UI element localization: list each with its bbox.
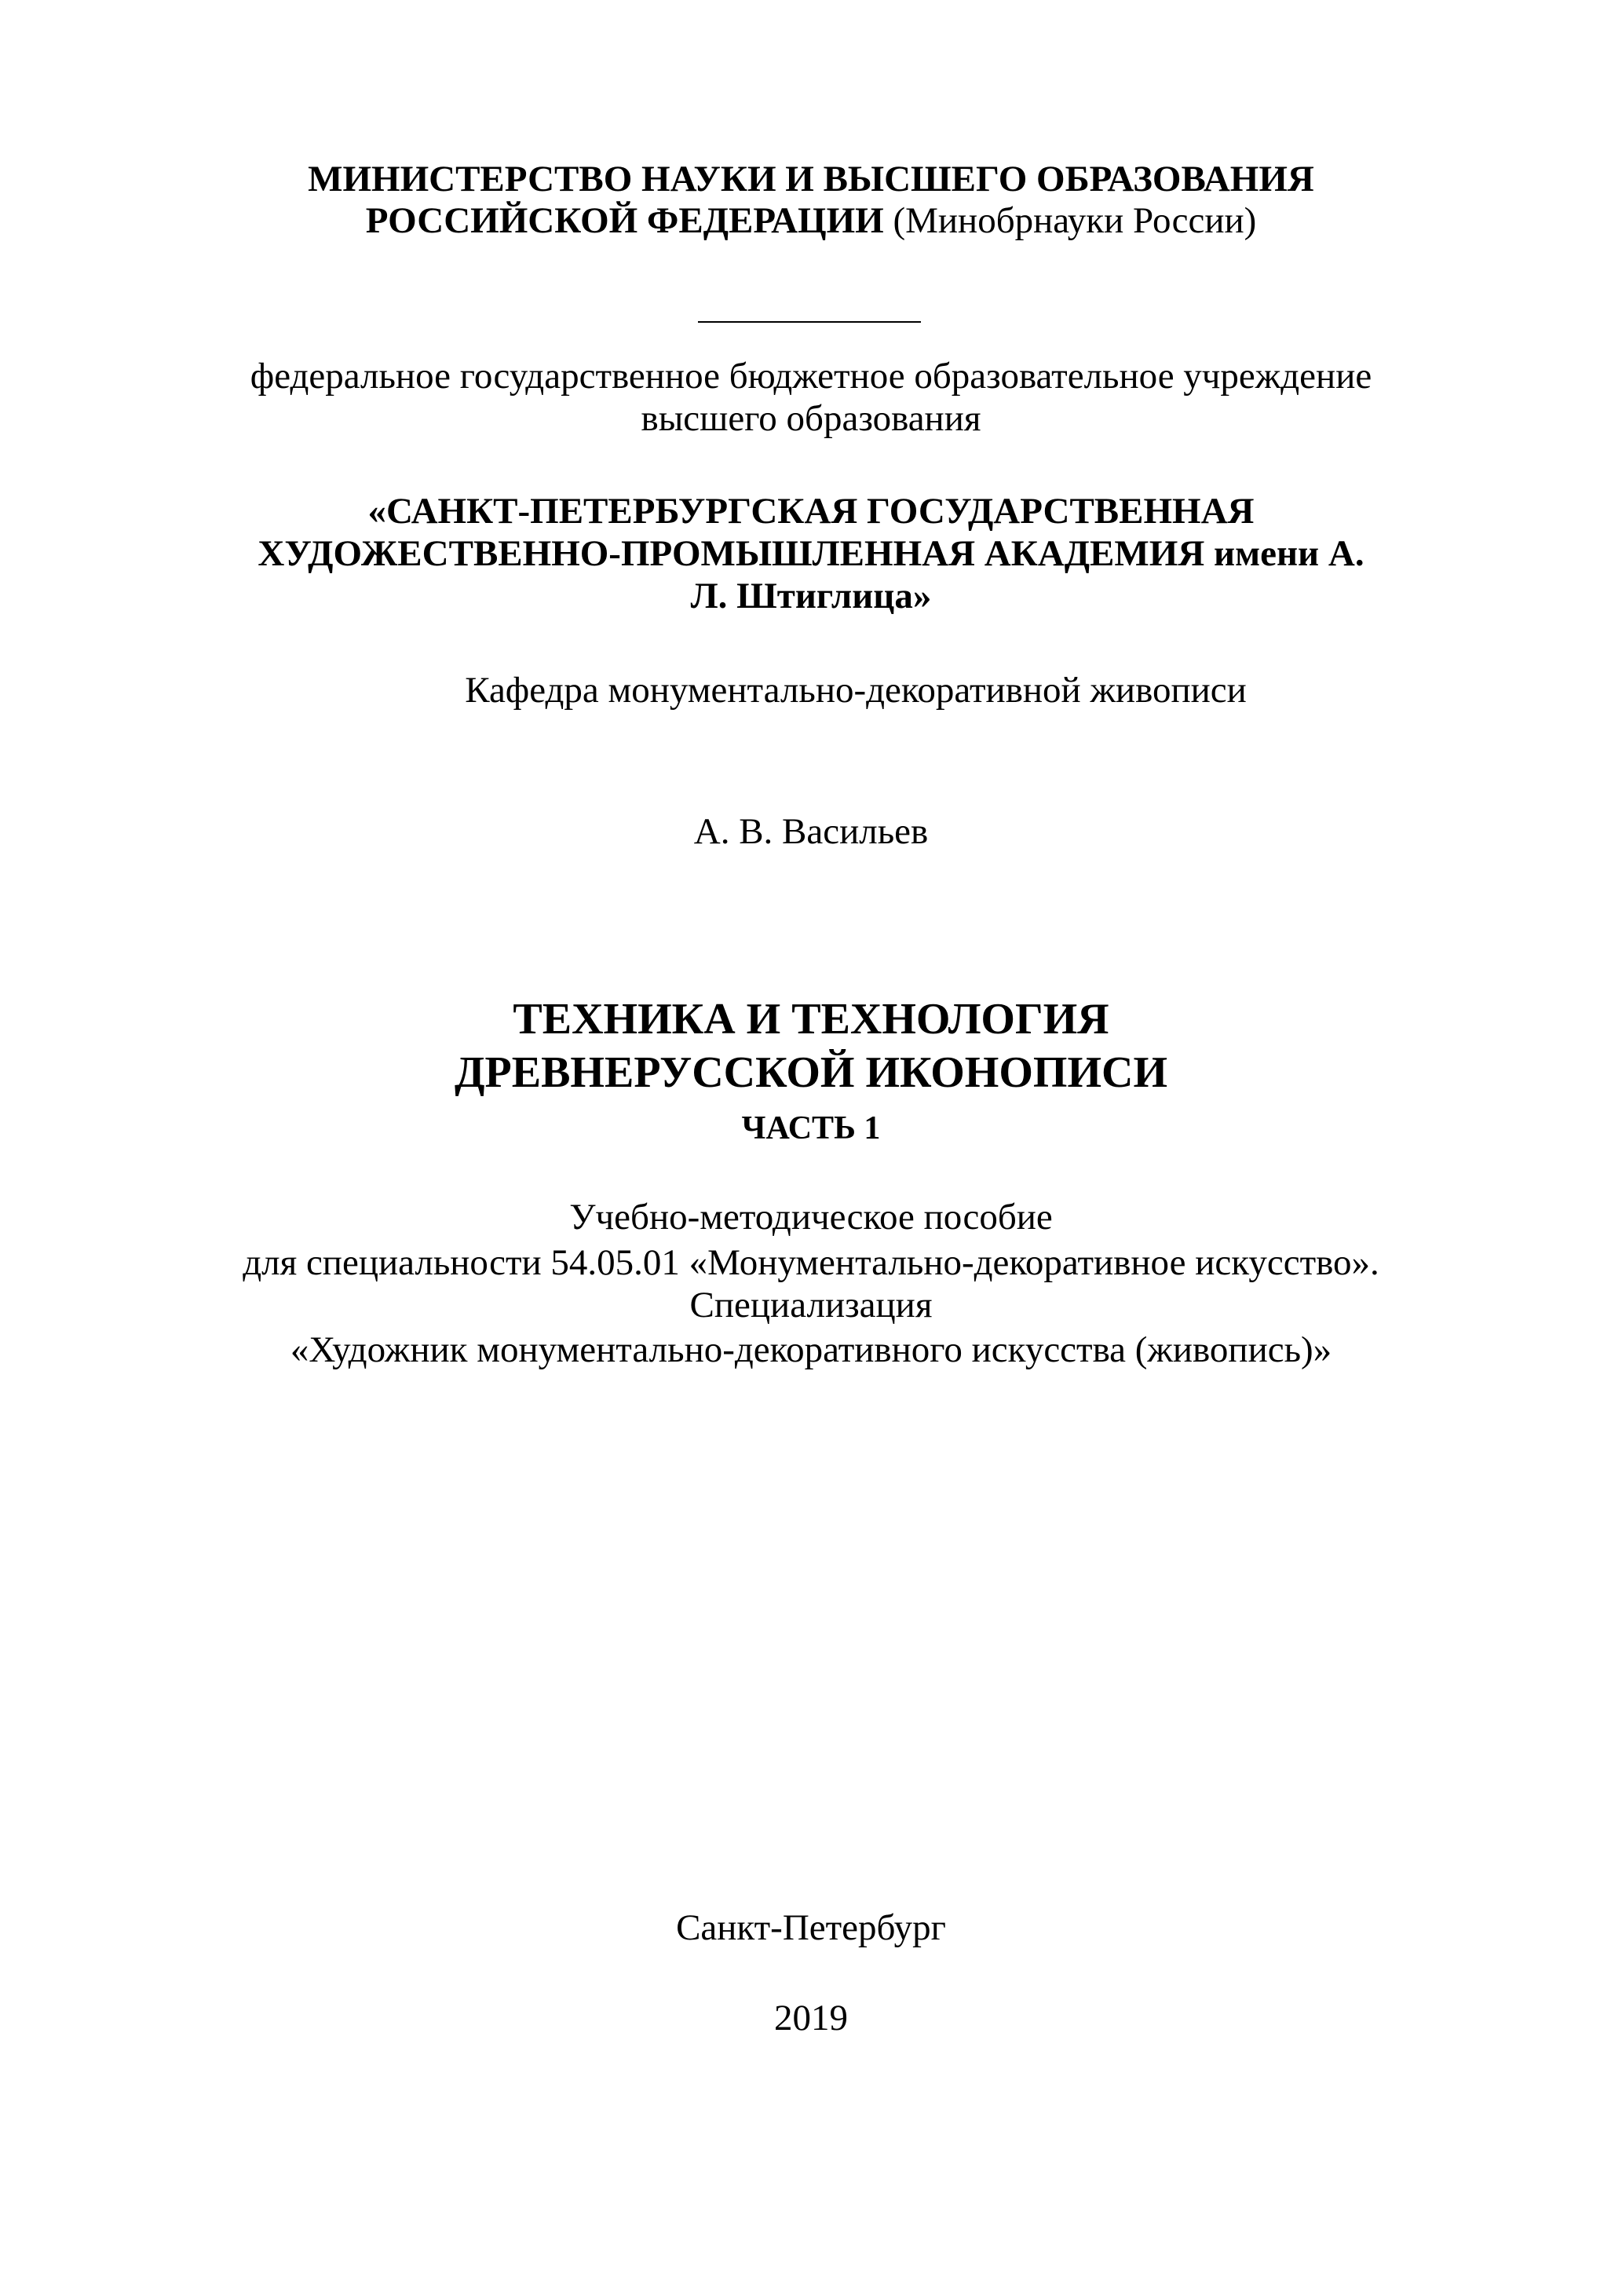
book-part: ЧАСТЬ 1 bbox=[741, 1110, 881, 1146]
description-line-2: для специальности 54.05.01 «Монументально-декоративное искусство». bbox=[243, 1242, 1379, 1283]
institution-type-line-1: федеральное государственное бюджетное образовательное учреждение bbox=[250, 356, 1372, 397]
ministry-line-2 bbox=[0, 200, 1622, 241]
imprint-city: Санкт-Петербург bbox=[676, 1907, 946, 1948]
institution-type-line-2: высшего образования bbox=[641, 398, 981, 439]
academy-name-line-1: «САНКТ-ПЕТЕРБУРГСКАЯ ГОСУДАРСТВЕННАЯ bbox=[367, 491, 1255, 532]
ministry-abbreviation: (Минобрнауки России) bbox=[893, 200, 1257, 241]
description-line-3: Специализация bbox=[689, 1285, 933, 1325]
ministry-name: РОССИЙСКОЙ ФЕДЕРАЦИИ bbox=[365, 200, 884, 241]
separator-rule bbox=[698, 321, 921, 323]
description-line-4: «Художник монументально-декоративного искусства (живопись)» bbox=[290, 1329, 1332, 1370]
author: А. В. Васильев bbox=[693, 811, 929, 852]
book-title-line-1: ТЕХНИКА И ТЕХНОЛОГИЯ bbox=[513, 995, 1109, 1044]
book-title-line-2: ДРЕВНЕРУССКОЙ ИКОНОПИСИ bbox=[454, 1048, 1168, 1097]
academy-name-line-2: ХУДОЖЕСТВЕННО-ПРОМЫШЛЕННАЯ АКАДЕМИЯ имени А. bbox=[258, 533, 1364, 574]
imprint-year: 2019 bbox=[774, 1998, 848, 2038]
ministry-line-1: МИНИСТЕРСТВО НАУКИ И ВЫСШЕГО ОБРАЗОВАНИЯ bbox=[308, 159, 1314, 199]
academy-name-line-3: Л. Штиглица» bbox=[690, 576, 932, 616]
description-line-1: Учебно-методическое пособие bbox=[569, 1197, 1053, 1238]
department: Кафедра монументально-декоративной живописи bbox=[465, 670, 1247, 711]
